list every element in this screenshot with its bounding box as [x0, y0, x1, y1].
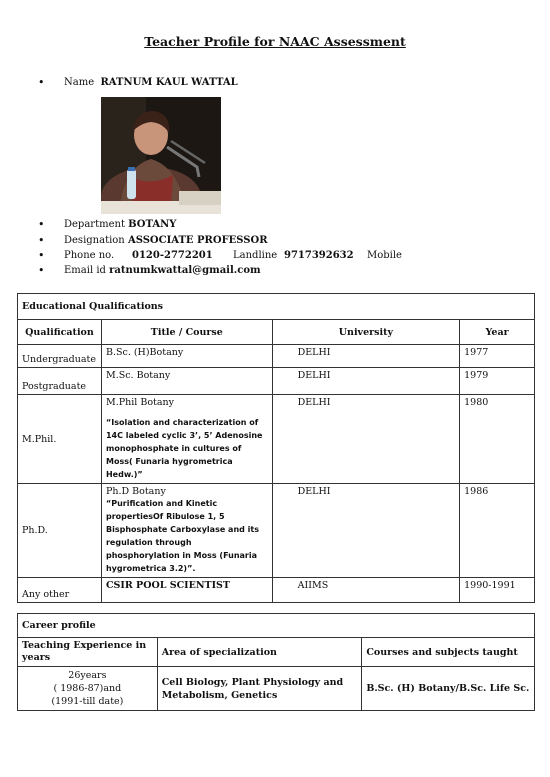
col-courses: Courses and subjects taught: [362, 638, 535, 667]
career-heading: Career profile: [18, 614, 535, 638]
email-label: Email id: [64, 265, 106, 276]
col-title: Title / Course: [101, 320, 272, 345]
year-cell: 1990-1991: [460, 578, 535, 603]
year-cell: 1977: [460, 345, 535, 368]
department-value: BOTANY: [128, 219, 177, 230]
table-row: [18, 395, 535, 484]
year-cell: 1986: [460, 484, 535, 578]
table-row: [18, 484, 535, 578]
university-cell: DELHI: [272, 368, 460, 395]
qualification-cell: Undergraduate: [18, 345, 102, 368]
col-year: Year: [460, 320, 535, 345]
col-specialization: Area of specialization: [157, 638, 362, 667]
email-value: ratnumkwattal@gmail.com: [109, 265, 261, 276]
qualification-cell: Postgraduate: [18, 368, 102, 395]
designation-label: Designation: [64, 235, 125, 246]
mobile-label: Mobile: [367, 250, 402, 261]
table-row: [18, 667, 535, 711]
person-photo-icon: [101, 97, 221, 214]
university-cell: DELHI: [272, 395, 460, 484]
title-cell: M.Sc. Botany: [101, 368, 272, 395]
courses-cell: B.Sc. (H) Botany/B.Sc. Life Sc.: [362, 667, 535, 711]
landline-value: 9717392632: [284, 250, 354, 261]
thesis-title: “Isolation and characterization of 14C labeled cyclic 3’, 5’ Adenosine monophosphate in cultures of Moss( Funaria hygrometrica Hedw.)”: [105, 418, 263, 479]
department-label: Department: [64, 219, 125, 230]
landline-label: Landline: [233, 250, 278, 261]
title-cell: Ph.D Botany: [105, 486, 166, 497]
table-row: [18, 368, 535, 395]
col-experience: Teaching Experience in years: [18, 638, 158, 667]
profile-photo: [101, 97, 221, 214]
name-label: Name: [64, 77, 95, 88]
title-cell: M.Phil Botany: [105, 397, 175, 408]
col-qualification: Qualification: [18, 320, 102, 345]
experience-period-2: (1991-till date): [51, 696, 124, 707]
phone-value: 0120-2772201: [132, 250, 213, 261]
designation-value: ASSOCIATE PROFESSOR: [127, 235, 268, 246]
year-cell: 1980: [460, 395, 535, 484]
experience-cell: [18, 667, 158, 711]
career-table: [17, 613, 535, 711]
qualification-cell: Ph.D.: [18, 484, 102, 578]
title-cell: CSIR POOL SCIENTIST: [101, 578, 272, 603]
year-cell: 1979: [460, 368, 535, 395]
col-university: University: [272, 320, 460, 345]
name-value: RATNUM KAUL WATTAL: [100, 77, 238, 88]
table-row: [18, 578, 535, 603]
thesis-title: “Purification and Kinetic propertiesOf Ribulose 1, 5 Bisphosphate Carboxylase and its regulation through phosphorylation in Moss (Funaria hygrometrica 3.2)”.: [105, 499, 259, 573]
qualification-cell: M.Phil.: [18, 395, 102, 484]
table-row: [18, 345, 535, 368]
page-title: Teacher Profile for NAAC Assessment: [144, 34, 406, 49]
phone-label: Phone no.: [64, 250, 115, 261]
university-cell: DELHI: [272, 484, 460, 578]
university-cell: DELHI: [272, 345, 460, 368]
title-cell: B.Sc. (H)Botany: [101, 345, 272, 368]
experience-years: 26years: [68, 670, 107, 681]
specialization-cell: Cell Biology, Plant Physiology and Metabolism, Genetics: [157, 667, 362, 711]
qualification-cell: Any other: [18, 578, 102, 603]
experience-period-1: ( 1986-87)and: [53, 683, 122, 694]
university-cell: AIIMS: [272, 578, 460, 603]
education-heading: Educational Qualifications: [18, 294, 535, 320]
education-table: [17, 293, 535, 603]
